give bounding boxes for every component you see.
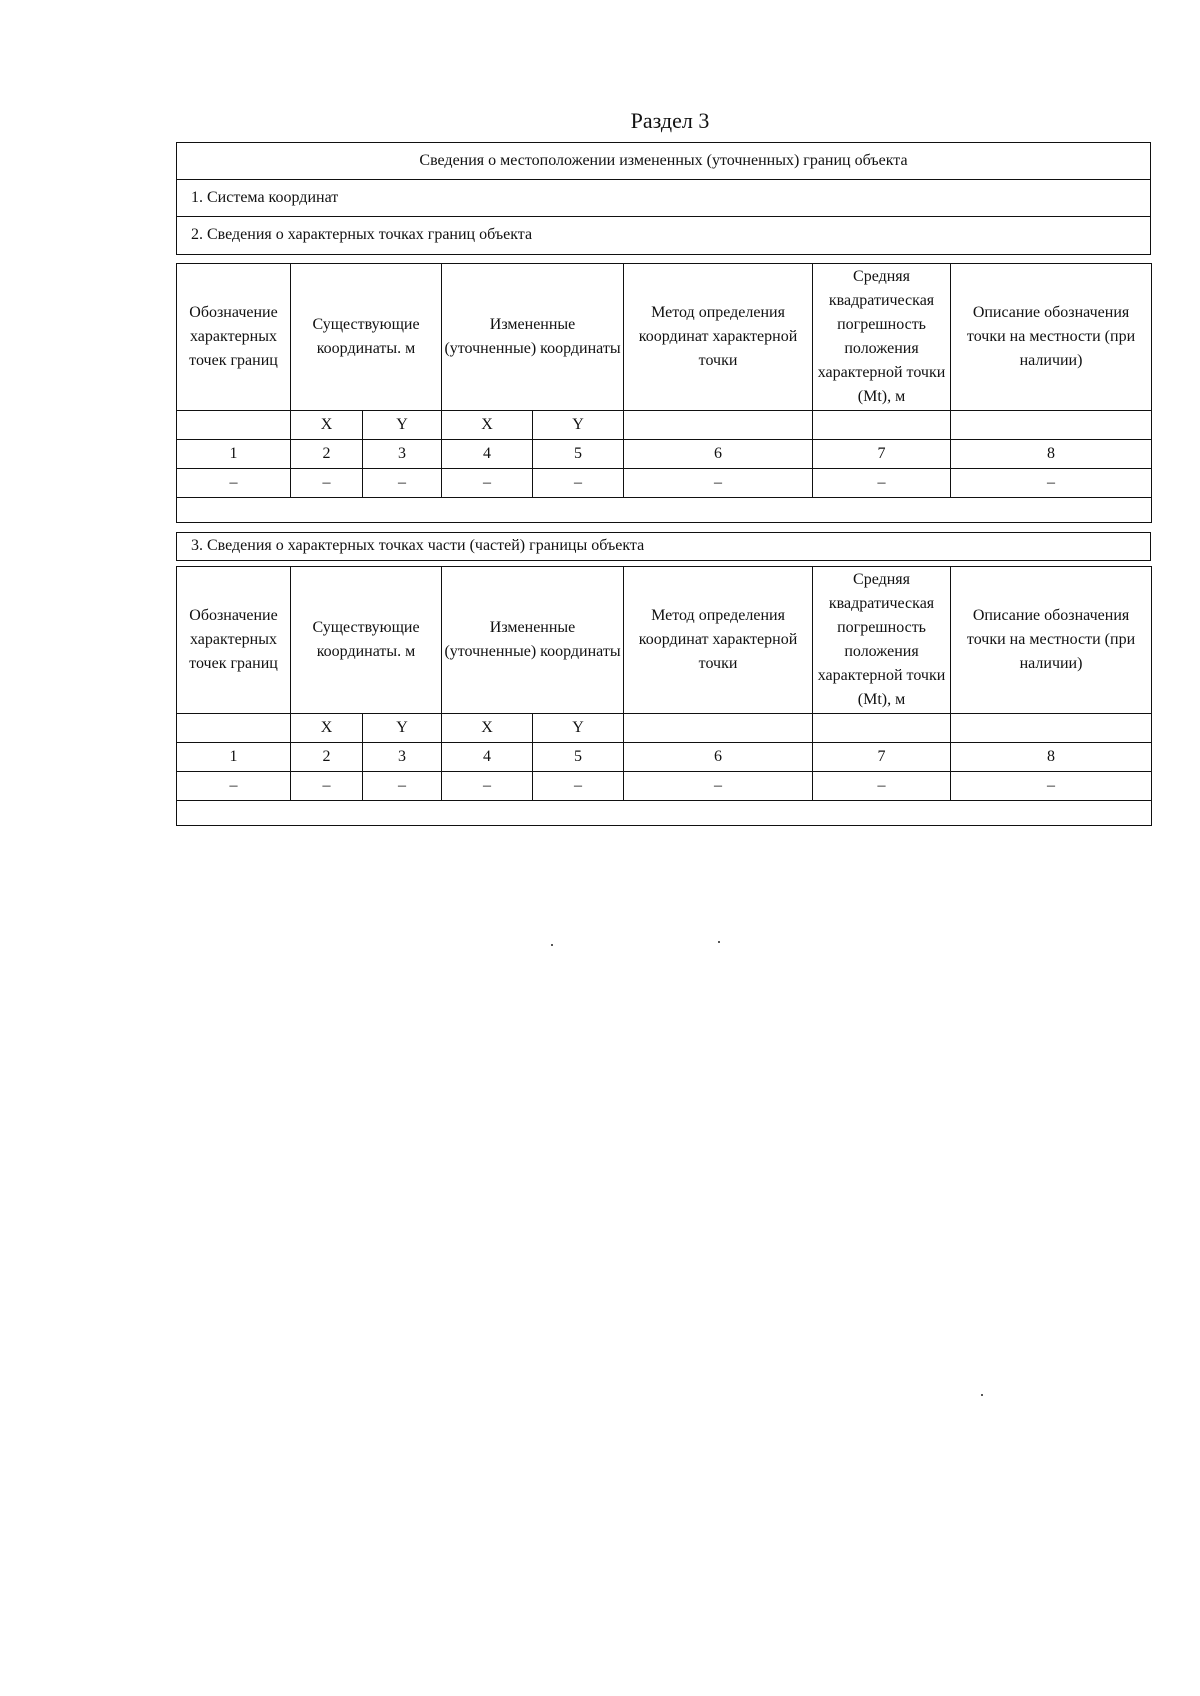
table-header-row <box>177 567 1152 714</box>
table-header-row <box>177 264 1152 411</box>
column-number: 4 <box>442 743 533 772</box>
x-label: X <box>291 411 363 440</box>
empty-cell: – <box>951 469 1152 498</box>
empty-cell: – <box>442 772 533 801</box>
header-existing-coords: Существующие координаты. м <box>291 567 442 714</box>
page-title: Раздел 3 <box>630 108 710 133</box>
empty-cell: – <box>533 469 624 498</box>
boundary-points-heading: 2. Сведения о характерных точках границ объекта <box>191 226 533 243</box>
column-number: 2 <box>291 440 363 469</box>
header-method: Метод определения координат характерной точки <box>624 264 813 411</box>
column-number-row <box>177 440 1152 469</box>
boundary-points-table <box>176 263 1152 523</box>
section-info-frame <box>176 142 1151 255</box>
coordinate-system-row: 1. Система координат <box>177 180 1150 217</box>
column-number: 8 <box>951 743 1152 772</box>
table-row <box>177 469 1152 498</box>
header-description: Описание обозначения точки на местности (при наличии) <box>951 264 1152 411</box>
empty-cell: – <box>624 469 813 498</box>
empty-cell: – <box>177 469 291 498</box>
part-points-heading: 3. Сведения о характерных точках части (частей) границы объекта <box>191 537 645 554</box>
column-number: 5 <box>533 440 624 469</box>
xy-subheader-row <box>177 411 1152 440</box>
column-number: 2 <box>291 743 363 772</box>
column-number: 3 <box>363 743 442 772</box>
empty-cell: – <box>177 772 291 801</box>
y-label: Y <box>533 714 624 743</box>
header-existing-coords: Существующие координаты. м <box>291 264 442 411</box>
y-label: Y <box>363 714 442 743</box>
part-points-heading-frame <box>176 532 1151 561</box>
column-number: 6 <box>624 743 813 772</box>
header-description: Описание обозначения точки на местности (при наличии) <box>951 567 1152 714</box>
header-mean-square-error: Средняя квадратическая погрешность положения характерной точки (Mt), м <box>813 264 951 411</box>
header-changed-coords: Измененные (уточненные) координаты <box>442 567 624 714</box>
empty-cell: – <box>442 469 533 498</box>
column-number: 1 <box>177 743 291 772</box>
column-number: 7 <box>813 440 951 469</box>
column-number: 1 <box>177 440 291 469</box>
scan-speck <box>718 941 720 943</box>
scan-speck <box>981 1394 983 1396</box>
column-number: 6 <box>624 440 813 469</box>
empty-cell: – <box>951 772 1152 801</box>
empty-cell: – <box>533 772 624 801</box>
y-label: Y <box>363 411 442 440</box>
part-points-table <box>176 566 1152 826</box>
empty-cell: – <box>363 772 442 801</box>
x-label: X <box>291 714 363 743</box>
column-number: 8 <box>951 440 1152 469</box>
table-row <box>177 772 1152 801</box>
scan-speck <box>551 944 553 946</box>
column-number-row <box>177 743 1152 772</box>
empty-cell: – <box>363 469 442 498</box>
column-number: 5 <box>533 743 624 772</box>
header-point-designation: Обозначение характерных точек границ <box>177 567 291 714</box>
section-header: Сведения о местоположении измененных (уточненных) границ объекта <box>177 143 1150 180</box>
column-number: 7 <box>813 743 951 772</box>
empty-cell: – <box>291 469 363 498</box>
header-changed-coords: Измененные (уточненные) координаты <box>442 264 624 411</box>
empty-cell: – <box>813 772 951 801</box>
header-point-designation: Обозначение характерных точек границ <box>177 264 291 411</box>
empty-cell: – <box>813 469 951 498</box>
column-number: 4 <box>442 440 533 469</box>
empty-cell: – <box>624 772 813 801</box>
header-method: Метод определения координат характерной точки <box>624 567 813 714</box>
column-number: 3 <box>363 440 442 469</box>
xy-subheader-row <box>177 714 1152 743</box>
y-label: Y <box>533 411 624 440</box>
x-label: X <box>442 714 533 743</box>
blank-row <box>177 498 1152 523</box>
blank-row <box>177 801 1152 826</box>
empty-cell: – <box>291 772 363 801</box>
x-label: X <box>442 411 533 440</box>
header-mean-square-error: Средняя квадратическая погрешность положения характерной точки (Mt), м <box>813 567 951 714</box>
